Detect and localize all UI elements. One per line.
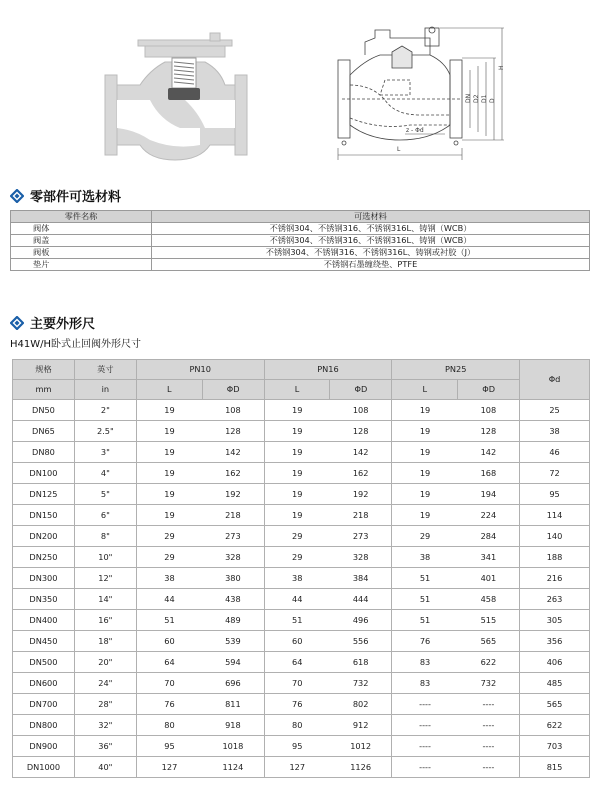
cell-pn10-l: 76: [136, 694, 202, 715]
dimensions-title-text: 主要外形尺: [30, 317, 96, 332]
dimensions-row: [13, 589, 590, 610]
header-phi-d: Φd: [520, 360, 590, 400]
cell-pn10-l: 19: [136, 400, 202, 421]
dimensions-row: [13, 484, 590, 505]
cell-spec: DN100: [13, 463, 75, 484]
cell-phi-d: 216: [520, 568, 590, 589]
cell-pn16-phid: 218: [330, 505, 392, 526]
cell-pn25-phid: 224: [458, 505, 520, 526]
cell-pn25-phid: 341: [458, 547, 520, 568]
cell-pn25-phid: 458: [458, 589, 520, 610]
cell-inch: 2.5": [74, 421, 136, 442]
cell-pn25-l: 83: [392, 652, 458, 673]
cell-pn10-phid: 594: [202, 652, 264, 673]
dimensions-table-body: [13, 400, 590, 778]
cell-spec: DN65: [13, 421, 75, 442]
dimensions-row: [13, 463, 590, 484]
diamond-bullet-icon: [10, 316, 24, 330]
dimensions-row: [13, 694, 590, 715]
dim-label-l: L: [397, 146, 401, 153]
cell-pn10-phid: 918: [202, 715, 264, 736]
cell-inch: 6": [74, 505, 136, 526]
cell-phi-d: 188: [520, 547, 590, 568]
dimensions-section-title: [10, 313, 95, 332]
cell-pn25-phid: 515: [458, 610, 520, 631]
materials-table: [10, 210, 590, 271]
cell-pn16-l: 70: [264, 673, 330, 694]
cell-inch: 10": [74, 547, 136, 568]
cell-pn25-l: 19: [392, 484, 458, 505]
dimensions-subtitle: H41W/H卧式止回阀外形尺寸: [10, 339, 142, 350]
materials-row: [11, 223, 590, 235]
cell-pn16-phid: 1126: [330, 757, 392, 778]
cell-pn25-l: 51: [392, 589, 458, 610]
cell-pn16-l: 19: [264, 442, 330, 463]
dimensions-row: [13, 421, 590, 442]
header-unit-mm: mm: [13, 380, 75, 400]
cell-pn16-l: 19: [264, 421, 330, 442]
materials-section-title: [10, 186, 121, 205]
cell-pn16-l: 60: [264, 631, 330, 652]
cell-inch: 3": [74, 442, 136, 463]
cell-pn25-phid: ----: [458, 694, 520, 715]
cell-pn25-phid: ----: [458, 757, 520, 778]
cell-pn16-l: 127: [264, 757, 330, 778]
dim-label-dn: DN: [465, 93, 472, 103]
cell-pn16-l: 44: [264, 589, 330, 610]
header-pn25-l: L: [392, 380, 458, 400]
cell-spec: DN150: [13, 505, 75, 526]
cell-pn10-l: 95: [136, 736, 202, 757]
dimensions-row: [13, 526, 590, 547]
cell-pn25-phid: ----: [458, 736, 520, 757]
cell-pn10-l: 70: [136, 673, 202, 694]
dimensions-row: [13, 673, 590, 694]
dimensions-row: [13, 757, 590, 778]
cell-spec: DN50: [13, 400, 75, 421]
cell-pn16-l: 29: [264, 547, 330, 568]
cell-pn16-l: 51: [264, 610, 330, 631]
cell-pn10-l: 44: [136, 589, 202, 610]
cell-pn16-l: 80: [264, 715, 330, 736]
cell-pn25-l: 19: [392, 421, 458, 442]
cell-pn10-l: 19: [136, 421, 202, 442]
valve-drawings: [0, 0, 600, 178]
dimensions-row: [13, 715, 590, 736]
cell-phi-d: 95: [520, 484, 590, 505]
cell-pn10-l: 127: [136, 757, 202, 778]
cell-pn25-l: ----: [392, 757, 458, 778]
cell-pn16-phid: 128: [330, 421, 392, 442]
header-pn25-phid: ΦD: [458, 380, 520, 400]
dim-label-holes: z - Φd: [406, 127, 424, 134]
dimensions-row: [13, 442, 590, 463]
dim-label-d1: D1: [481, 94, 488, 103]
cell-pn16-l: 19: [264, 484, 330, 505]
header-pn25: PN25: [392, 360, 520, 380]
header-pn10: PN10: [136, 360, 264, 380]
material-cell: 不锈钢304、不锈钢316、不锈钢316L、铸钢（WCB）: [152, 223, 590, 235]
cell-phi-d: 72: [520, 463, 590, 484]
cell-pn10-l: 29: [136, 526, 202, 547]
materials-header-row: [11, 211, 590, 223]
cell-pn10-l: 19: [136, 463, 202, 484]
cell-spec: DN1000: [13, 757, 75, 778]
cell-pn10-l: 19: [136, 505, 202, 526]
header-pn16: PN16: [264, 360, 392, 380]
cell-pn25-l: 29: [392, 526, 458, 547]
cell-spec: DN80: [13, 442, 75, 463]
cell-pn10-phid: 438: [202, 589, 264, 610]
cell-pn25-l: 51: [392, 610, 458, 631]
diamond-bullet-icon: [10, 189, 24, 203]
cell-pn10-l: 60: [136, 631, 202, 652]
cell-pn16-l: 76: [264, 694, 330, 715]
cell-pn25-l: 83: [392, 673, 458, 694]
cell-pn16-l: 95: [264, 736, 330, 757]
cell-pn10-phid: 218: [202, 505, 264, 526]
cell-pn10-phid: 108: [202, 400, 264, 421]
cell-pn10-phid: 811: [202, 694, 264, 715]
cell-pn25-l: ----: [392, 736, 458, 757]
cell-pn25-l: 51: [392, 568, 458, 589]
cell-pn25-l: 19: [392, 505, 458, 526]
material-cell: 不锈钢石墨缠绕垫、PTFE: [152, 259, 590, 271]
header-unit-in: in: [74, 380, 136, 400]
cell-pn16-phid: 108: [330, 400, 392, 421]
cell-pn10-l: 80: [136, 715, 202, 736]
cell-pn10-phid: 128: [202, 421, 264, 442]
cell-inch: 32": [74, 715, 136, 736]
cell-spec: DN700: [13, 694, 75, 715]
cell-pn16-l: 19: [264, 400, 330, 421]
cell-pn25-l: ----: [392, 715, 458, 736]
cell-pn16-phid: 556: [330, 631, 392, 652]
cell-pn10-phid: 162: [202, 463, 264, 484]
cell-pn16-l: 29: [264, 526, 330, 547]
part-name-cell: 阀体: [11, 223, 152, 235]
cell-pn10-phid: 489: [202, 610, 264, 631]
dims-header-row-1: [13, 360, 590, 380]
part-name-cell: 阀盖: [11, 235, 152, 247]
cell-pn25-phid: 622: [458, 652, 520, 673]
cell-phi-d: 815: [520, 757, 590, 778]
cell-phi-d: 406: [520, 652, 590, 673]
dim-label-d: D: [489, 98, 496, 103]
header-pn16-phid: ΦD: [330, 380, 392, 400]
cell-pn10-l: 38: [136, 568, 202, 589]
dimensions-row: [13, 736, 590, 757]
dim-label-h: H: [498, 65, 505, 70]
cell-pn16-l: 64: [264, 652, 330, 673]
cell-pn25-phid: 168: [458, 463, 520, 484]
cell-inch: 5": [74, 484, 136, 505]
materials-row: [11, 235, 590, 247]
cell-pn10-phid: 1124: [202, 757, 264, 778]
cell-inch: 40": [74, 757, 136, 778]
cell-pn16-phid: 192: [330, 484, 392, 505]
cell-pn10-l: 64: [136, 652, 202, 673]
cell-pn16-phid: 273: [330, 526, 392, 547]
materials-row: [11, 247, 590, 259]
cell-inch: 4": [74, 463, 136, 484]
cell-phi-d: 565: [520, 694, 590, 715]
cell-pn16-phid: 384: [330, 568, 392, 589]
cell-pn10-phid: 273: [202, 526, 264, 547]
cell-inch: 20": [74, 652, 136, 673]
cell-inch: 36": [74, 736, 136, 757]
part-name-cell: 阀板: [11, 247, 152, 259]
cell-pn10-l: 19: [136, 442, 202, 463]
cell-pn16-phid: 444: [330, 589, 392, 610]
header-spec: 规格: [13, 360, 75, 380]
cell-pn10-phid: 696: [202, 673, 264, 694]
cell-pn10-phid: 539: [202, 631, 264, 652]
materials-row: [11, 259, 590, 271]
cell-inch: 8": [74, 526, 136, 547]
dimensions-row: [13, 400, 590, 421]
cell-inch: 2": [74, 400, 136, 421]
dimensions-row: [13, 547, 590, 568]
cell-inch: 28": [74, 694, 136, 715]
materials-header-material: 可选材料: [152, 211, 590, 223]
cell-pn25-phid: 194: [458, 484, 520, 505]
valve-illustration: [0, 0, 600, 178]
cell-pn25-l: 76: [392, 631, 458, 652]
cell-pn25-phid: 128: [458, 421, 520, 442]
cell-phi-d: 703: [520, 736, 590, 757]
cell-pn10-phid: 328: [202, 547, 264, 568]
dimensions-row: [13, 505, 590, 526]
cell-inch: 18": [74, 631, 136, 652]
cell-pn25-l: 38: [392, 547, 458, 568]
cell-phi-d: 46: [520, 442, 590, 463]
cell-pn10-phid: 380: [202, 568, 264, 589]
cell-pn16-phid: 496: [330, 610, 392, 631]
cell-pn10-l: 51: [136, 610, 202, 631]
header-pn10-phid: ΦD: [202, 380, 264, 400]
cell-phi-d: 38: [520, 421, 590, 442]
cell-pn25-phid: 142: [458, 442, 520, 463]
cell-inch: 14": [74, 589, 136, 610]
cell-spec: DN500: [13, 652, 75, 673]
cell-spec: DN350: [13, 589, 75, 610]
cell-spec: DN300: [13, 568, 75, 589]
cell-spec: DN800: [13, 715, 75, 736]
cell-pn16-phid: 328: [330, 547, 392, 568]
cell-pn25-l: 19: [392, 400, 458, 421]
dimensions-row: [13, 652, 590, 673]
cell-pn16-phid: 618: [330, 652, 392, 673]
dim-label-d2: D2: [473, 94, 480, 103]
cell-pn10-l: 19: [136, 484, 202, 505]
header-pn16-l: L: [264, 380, 330, 400]
part-name-cell: 垫片: [11, 259, 152, 271]
cell-pn16-phid: 1012: [330, 736, 392, 757]
materials-header-part: 零件名称: [11, 211, 152, 223]
cell-phi-d: 356: [520, 631, 590, 652]
cell-pn25-phid: 284: [458, 526, 520, 547]
cell-spec: DN600: [13, 673, 75, 694]
dimensions-row: [13, 631, 590, 652]
cell-pn10-phid: 142: [202, 442, 264, 463]
dims-header-row-2: [13, 380, 590, 400]
cell-pn25-phid: 108: [458, 400, 520, 421]
cell-pn10-phid: 1018: [202, 736, 264, 757]
cell-phi-d: 263: [520, 589, 590, 610]
cell-pn25-l: 19: [392, 442, 458, 463]
cell-phi-d: 114: [520, 505, 590, 526]
cell-inch: 12": [74, 568, 136, 589]
cell-pn16-phid: 802: [330, 694, 392, 715]
cell-pn25-phid: 565: [458, 631, 520, 652]
cell-pn16-phid: 912: [330, 715, 392, 736]
valve-technical-drawing: [338, 27, 504, 160]
cell-pn16-l: 19: [264, 463, 330, 484]
cell-inch: 24": [74, 673, 136, 694]
cell-spec: DN400: [13, 610, 75, 631]
cell-phi-d: 622: [520, 715, 590, 736]
valve-cutaway-illustration: [105, 33, 247, 160]
cell-spec: DN250: [13, 547, 75, 568]
cell-pn16-phid: 142: [330, 442, 392, 463]
cell-pn16-phid: 732: [330, 673, 392, 694]
cell-pn10-phid: 192: [202, 484, 264, 505]
dimensions-row: [13, 568, 590, 589]
material-cell: 不锈钢304、不锈钢316、不锈钢316L、铸钢或衬胶（J）: [152, 247, 590, 259]
cell-pn25-l: 19: [392, 463, 458, 484]
cell-pn25-phid: ----: [458, 715, 520, 736]
cell-phi-d: 25: [520, 400, 590, 421]
cell-pn16-l: 19: [264, 505, 330, 526]
header-inch: 英寸: [74, 360, 136, 380]
header-pn10-l: L: [136, 380, 202, 400]
cell-pn25-l: ----: [392, 694, 458, 715]
cell-pn16-phid: 162: [330, 463, 392, 484]
cell-pn25-phid: 732: [458, 673, 520, 694]
dimensions-row: [13, 610, 590, 631]
cell-phi-d: 140: [520, 526, 590, 547]
cell-spec: DN200: [13, 526, 75, 547]
cell-phi-d: 485: [520, 673, 590, 694]
cell-pn16-l: 38: [264, 568, 330, 589]
cell-spec: DN125: [13, 484, 75, 505]
cell-pn10-l: 29: [136, 547, 202, 568]
dimensions-table: [12, 359, 590, 778]
cell-spec: DN450: [13, 631, 75, 652]
cell-spec: DN900: [13, 736, 75, 757]
cell-pn25-phid: 401: [458, 568, 520, 589]
material-cell: 不锈钢304、不锈钢316、不锈钢316L、铸钢（WCB）: [152, 235, 590, 247]
cell-inch: 16": [74, 610, 136, 631]
cell-phi-d: 305: [520, 610, 590, 631]
materials-title-text: 零部件可选材料: [30, 190, 122, 205]
